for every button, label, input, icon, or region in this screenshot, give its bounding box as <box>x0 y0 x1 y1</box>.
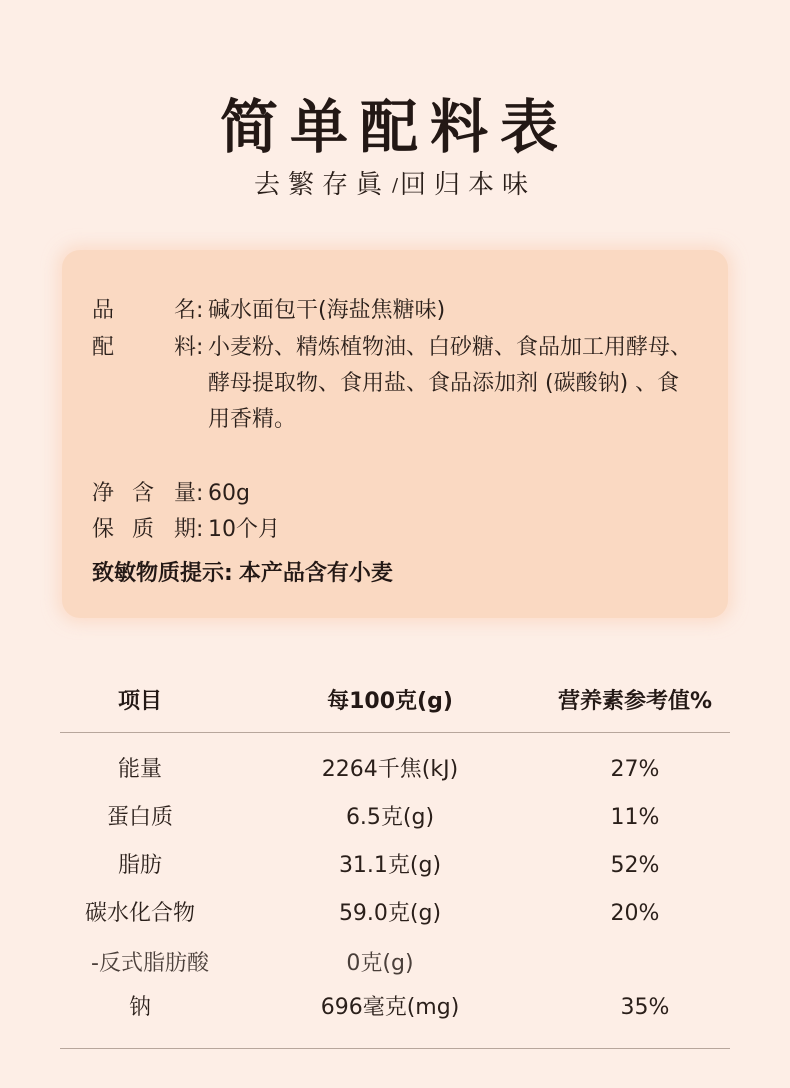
cell-per100: 2264千焦(kJ) <box>321 757 459 782</box>
cell-per100: 6.5克(g) <box>345 805 435 830</box>
product-name-value: 碱水面包干(海盐焦糖味) <box>208 298 446 323</box>
table-row <box>60 846 730 886</box>
subtitle-left: 去繁存眞 <box>253 170 390 200</box>
table-row <box>60 894 730 934</box>
table-row <box>60 988 730 1028</box>
table-row <box>60 944 730 984</box>
cell-item: 蛋白质 <box>106 805 173 830</box>
table-divider-top <box>60 732 730 733</box>
label-char: 质 <box>132 517 155 542</box>
ingredients-value: 小麦粉、精炼植物油、白砂糖、食品加工用酵母、酵母提取物、食用盐、食品添加剂 (碳酸钠) 、食用香精。 <box>208 335 693 432</box>
subtitle-separator: / <box>391 175 399 196</box>
allergy-notice <box>92 556 393 592</box>
shelf-life-value: 10个月 <box>208 517 280 542</box>
cell-item: 能量 <box>117 757 162 782</box>
table-row <box>60 798 730 838</box>
label-char: 净 <box>92 481 115 506</box>
label-char: 期: <box>174 517 204 542</box>
net-content-value: 60g <box>208 481 250 506</box>
cell-item: 钠 <box>128 995 151 1020</box>
header-item: 项目 <box>117 689 162 714</box>
label-char: 配 <box>92 335 115 360</box>
cell-nrv: 27% <box>610 757 660 782</box>
cell-per100: 0克(g) <box>346 951 414 976</box>
nutrition-header-row <box>60 670 730 720</box>
cell-item: 碳水化合物 <box>84 901 195 926</box>
label-char: 品 <box>92 298 115 323</box>
allergy-value: 本产品含有小麦 <box>238 561 393 586</box>
cell-nrv: 52% <box>610 853 660 878</box>
cell-nrv: 20% <box>610 901 660 926</box>
header-per100: 每100克(g) <box>327 689 453 714</box>
table-divider-bottom <box>60 1048 730 1049</box>
table-row <box>60 750 730 790</box>
cell-per100: 31.1克(g) <box>338 853 442 878</box>
page-subtitle <box>0 168 790 203</box>
cell-per100: 696毫克(mg) <box>320 995 460 1020</box>
label-char: 保 <box>92 517 115 542</box>
cell-per100: 59.0克(g) <box>338 901 442 926</box>
label-char: 料: <box>174 335 204 360</box>
subtitle-right: 回归本味 <box>400 170 537 200</box>
header-nrv: 营养素参考值% <box>557 689 713 714</box>
cell-item: 脂肪 <box>117 853 162 878</box>
cell-item: -反式脂肪酸 <box>91 951 209 976</box>
product-info-card <box>62 250 728 618</box>
label-char: 名: <box>174 298 204 323</box>
page-title: 简单配料表 <box>219 93 570 161</box>
allergy-label: 致敏物质提示: <box>92 561 233 586</box>
cell-nrv: 35% <box>620 995 670 1020</box>
cell-nrv: 11% <box>610 805 660 830</box>
label-char: 量: <box>174 481 204 506</box>
label-char: 含 <box>132 481 155 506</box>
